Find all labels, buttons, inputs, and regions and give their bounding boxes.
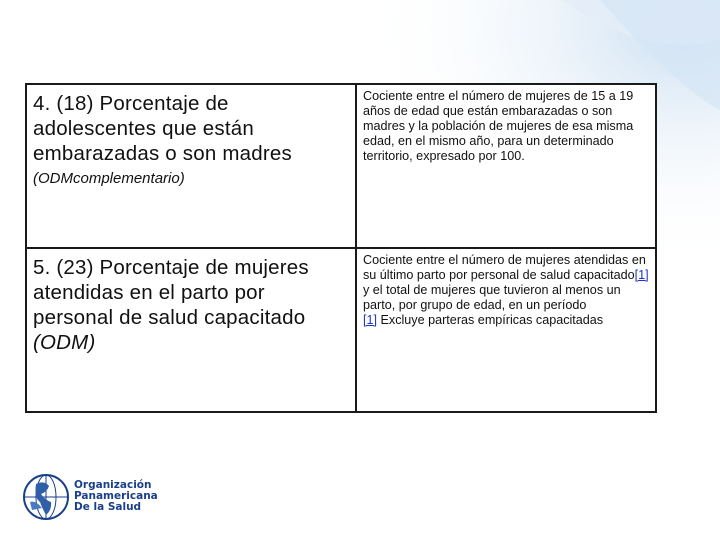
definition-part2: y el total de mujeres que tuvieron al menos un parto, por grupo de edad, en un período bbox=[363, 283, 621, 312]
logo-text bbox=[74, 480, 158, 513]
footnote-text: Excluye parteras empíricas capacitadas bbox=[377, 313, 604, 327]
indicator-definition: Cociente entre el número de mujeres de 15 a 19 años de edad que están embarazadas o son madres y la población de mujeres de esa misma edad, en el mismo año, para un determinado territorio, expresado por 100. bbox=[363, 89, 634, 163]
definition-cell bbox=[356, 84, 656, 248]
indicator-cell bbox=[26, 248, 356, 412]
definition-part1: Cociente entre el número de mujeres atendidas en su último parto por personal de salud capacitado bbox=[363, 253, 646, 282]
footnote-ref-link[interactable]: [1] bbox=[634, 268, 649, 282]
indicator-note: (ODMcomplementario) bbox=[33, 170, 185, 187]
indicators-table bbox=[25, 83, 657, 413]
indicator-cell bbox=[26, 84, 356, 248]
table-row bbox=[26, 84, 656, 248]
indicator-definition bbox=[363, 253, 649, 328]
indicator-title-text: 5. (23) Porcentaje de mujeres atendidas en el parto por personal de salud capacitado bbox=[33, 256, 309, 329]
footnote-label-link[interactable]: [1] bbox=[363, 313, 378, 327]
logo-line: Panamericana bbox=[74, 490, 158, 502]
indicator-title: 4. (18) Porcentaje de adolescentes que están embarazadas o son madres bbox=[33, 92, 292, 165]
indicator-title bbox=[33, 255, 349, 355]
logo-line: Organización bbox=[74, 479, 152, 491]
table-row bbox=[26, 248, 656, 412]
logo-line: De la Salud bbox=[74, 501, 142, 513]
definition-cell bbox=[356, 248, 656, 412]
indicator-title-tag: (ODM) bbox=[33, 331, 96, 354]
